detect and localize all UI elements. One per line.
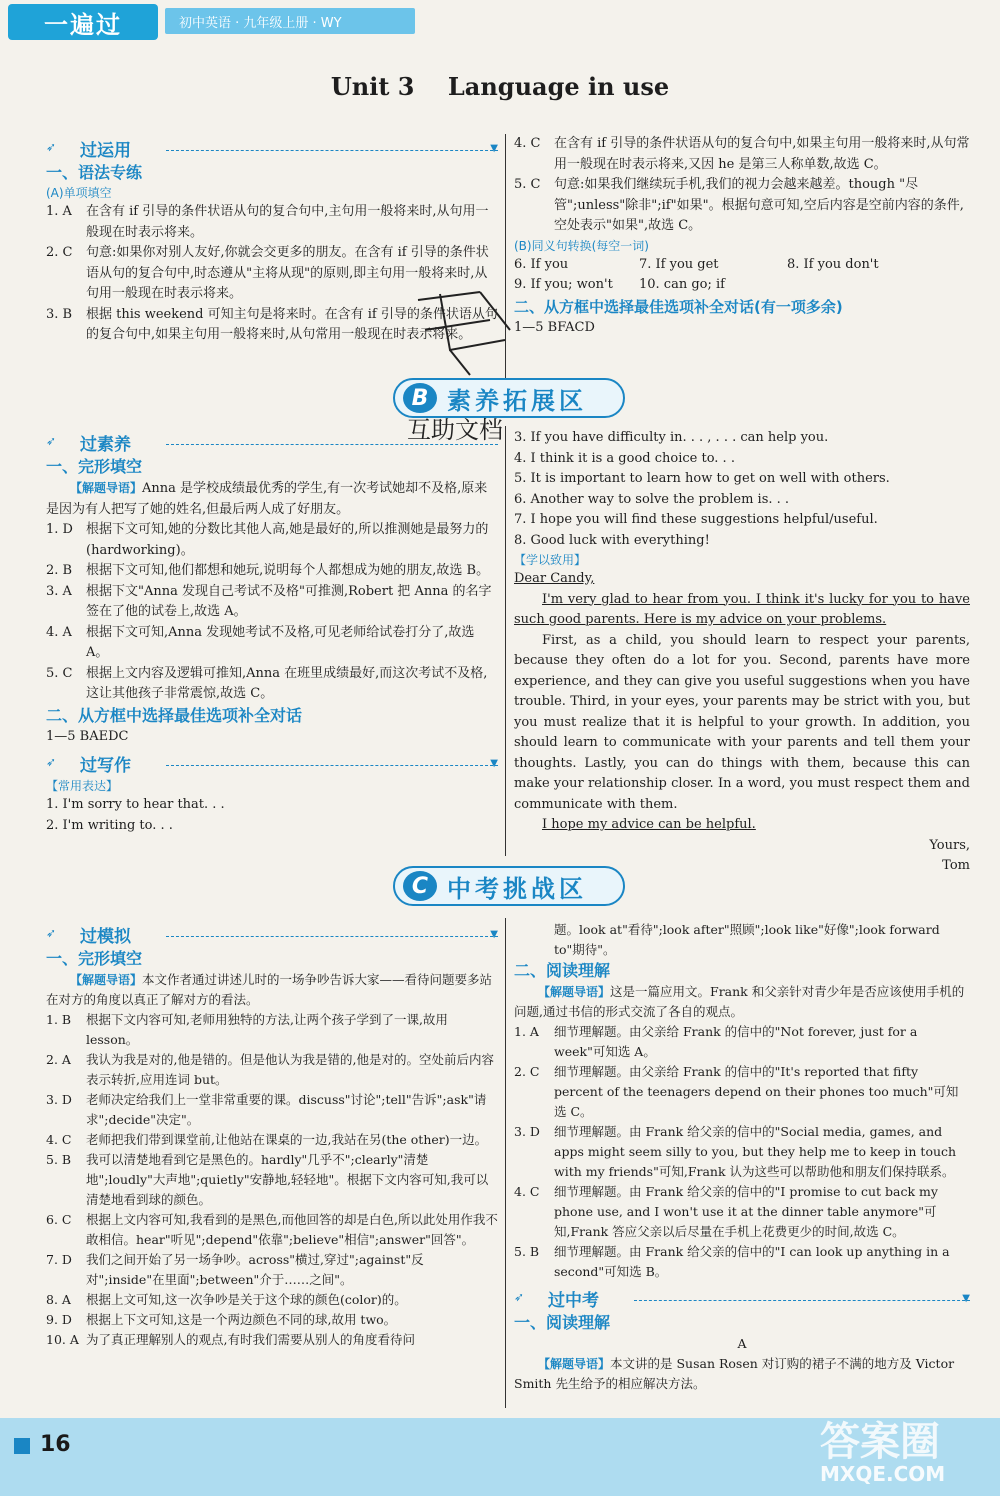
handwritten-scribble <box>410 290 520 380</box>
page-marker-icon <box>14 1438 30 1454</box>
expression-line: 6. Another way to solve the problem is. . . <box>514 491 790 507</box>
answer-item: 1. A 细节理解题。由父亲给 Frank 的信中的"Not forever, just for a week"可知选 A。 <box>514 1024 918 1059</box>
answer-item: 4. C 老师把我们带到课堂前,让他站在课桌的一边,我站在另(the other)一边。 <box>46 1132 488 1147</box>
letter-greeting: Dear Candy, <box>514 571 595 586</box>
answer-item: 5. C 根据上文内容及逻辑可推知,Anna 在班里成绩最好,而这次考试不及格,这让其他孩子非常震惊,故选 C。 <box>46 665 488 701</box>
tag-label: 【常用表达】 <box>46 779 119 793</box>
guide-paragraph: 【解题导语】这是一篇应用文。Frank 和父亲针对青少年是否应该使用手机的问题,通过书信的形式交流了各自的观点。 <box>514 984 965 1019</box>
banner-title: 中考挑战区 <box>447 874 587 903</box>
subheading: 一、语法专练 <box>46 163 143 182</box>
letter-closing: Yours, <box>929 837 970 853</box>
answer-row: 9. If you; won't 10. can go; if <box>514 277 725 292</box>
right-top-column <box>514 134 970 338</box>
left-mid-column <box>46 426 498 836</box>
page-title: Unit 3 Language in use <box>330 72 670 101</box>
section-icon: ➶ <box>46 140 57 154</box>
watermark-text: 互助文档 <box>407 416 503 444</box>
section-icon: ➶ <box>46 755 57 769</box>
expression-line: 8. Good luck with everything! <box>514 532 710 548</box>
column-divider <box>505 426 506 856</box>
chevron-down-icon: ▼ <box>962 1293 970 1304</box>
section-header-guosuyang: ➶ 过素养 <box>46 430 498 454</box>
expression-line: 4. I think it is a good choice to. . . <box>514 450 735 466</box>
expression-line: 7. I hope you will find these suggestions helpful/useful. <box>514 512 878 527</box>
answer-item: 4. C 在含有 if 引导的条件状语从句的复合句中,如果主句用一般将来时,从句常用一般现在时表示将来,又因 he 是第三人称单数,故选 C。 <box>514 136 970 172</box>
guide-paragraph: 【解题导语】本文讲的是 Susan Rosen 对订购的裙子不满的地方及 Victor Smith 先生给予的相应解决方法。 <box>514 1356 955 1391</box>
answer-item: 1. D 根据下文可知,她的分数比其他人高,她是最好的,所以推测她是最努力的(hardworking)。 <box>46 522 489 558</box>
answer-item: 2. A 我认为我是对的,他是错的。但是他认为我是错的,他是对的。空处前后内容表示转折,应用连词 but。 <box>46 1052 494 1087</box>
section-header-guoyunyong: ➶ 过运用 ▼ <box>46 140 498 161</box>
left-bottom-column <box>46 918 498 1350</box>
subheading: 一、完形填空 <box>46 457 143 476</box>
expression-line: 3. If you have difficulty in. . . , . . . can help you. <box>514 430 829 445</box>
answer-row: 6. If you 7. If you get 8. If you don't <box>514 256 879 272</box>
expression-line: 2. I'm writing to. . . <box>46 817 173 833</box>
answer-item: 3. A 根据下文"Anna 发现自己考试不及格"可推测,Robert 把 Anna 的名字签在了他的试卷上,故选 A。 <box>46 583 492 619</box>
banner-letter: B <box>403 383 437 413</box>
answer-item: 3. B 根据 this weekend 可知主句是将来时。在含有 if 引导的条件状语从句的复合句中,如果主句用一般将来时,从句常用一般现在时表示将来。 <box>46 306 498 342</box>
answer-item: 1. A 在含有 if 引导的条件状语从句的复合句中,主句用一般将来时,从句用一般现在时表示将来。 <box>46 204 489 240</box>
answer-item: 5. B 细节理解题。由 Frank 给父亲的信中的"I can look up anything in a second"可知选 B。 <box>514 1244 950 1279</box>
right-mid-column <box>514 428 970 877</box>
chevron-down-icon: ▼ <box>490 929 498 940</box>
guide-paragraph: 【解题导语】Anna 是学校成绩最优秀的学生,有一次考试她却不及格,原来是因为有人把写了她的姓名,但最后两人成了好朋友。 <box>46 481 488 517</box>
banner-title: 素养拓展区 <box>447 386 587 415</box>
answer-item: 2. C 细节理解题。由父亲给 Frank 的信中的"It's reported that fifty percent of the teenagers depend on their phones too much"可知选 C。 <box>514 1064 959 1119</box>
column-divider <box>505 918 506 1408</box>
answer-item: 3. D 细节理解题。由 Frank 给父亲的信中的"Social media, games, and apps might seem silly to you, but they help me to keep in touch with my friends"可知,Frank 认为这些可以帮助他和朋友们保持联系。 <box>514 1124 957 1179</box>
answer-line: 1—5 BAEDC <box>46 728 129 744</box>
page-number: 16 <box>40 1432 71 1457</box>
section-header-guomoni: ➶ 过模拟 ▼ <box>46 926 498 947</box>
section-header-guoxiezuo: ➶ 过写作 ▼ <box>46 755 498 776</box>
answer-item: 3. D 老师决定给我们上一堂非常重要的课。discuss"讨论";tell"告诉";ask"请求";decide"决定"。 <box>46 1092 487 1127</box>
subheading: 一、完形填空 <box>46 949 143 968</box>
top-bar <box>0 0 1000 48</box>
answer-item: 8. A 根据上文可知,这一次争吵是关于这个球的颜色(color)的。 <box>46 1292 407 1307</box>
letter-paragraph: First, as a child, you should learn to respect your parents, because they often do a lot for you. Second, parents have more experience, and they can give you useful suggestions when you have trouble. Third, in your eyes, your parents may be strict with you, but you must realize that it is helpful to your growth. In addition, you should learn to communicate with your parents and tell them your thoughts. Lastly, you can do things with them, because this can make your relationship closer. In a word, you must respect them and communicate with them. <box>514 632 970 812</box>
answer-continuation: 题。look at"看待";look after"照顾";look like"好像";look forward to"期待"。 <box>554 922 940 957</box>
section-icon: ➶ <box>46 926 57 940</box>
answer-item: 5. C 句意:如果我们继续玩手机,我们的视力会越来越差。though "尽管";unless"除非";if"如果"。根据句意可知,空后内容是空前内容的条件,空处表示"如果",故选 C。 <box>514 177 964 233</box>
watermark-url: MXQE.COM <box>820 1462 946 1486</box>
section-icon: ➶ <box>514 1290 525 1304</box>
answer-line: 1—5 BFACD <box>514 319 595 335</box>
subheading: 二、阅读理解 <box>514 961 611 980</box>
answer-item: 4. A 根据下文可知,Anna 发现她考试不及格,可见老师给试卷打分了,故选 A。 <box>46 624 475 660</box>
subheading: 二、从方框中选择最佳选项补全对话 <box>46 705 303 725</box>
passage-letter: A <box>737 1336 747 1351</box>
answer-item: 2. C 句意:如果你对别人友好,你就会交更多的朋友。在含有 if 引导的条件状语从句的复合句中,时态遵从"主将从现"的原则,即主句用一般将来时,从句用一般现在时表示将来。 <box>46 245 489 301</box>
chevron-down-icon: ▼ <box>490 758 498 769</box>
letter-paragraph: I hope my advice can be helpful. <box>542 817 756 832</box>
section-header-guozhongkao: ➶ 过中考 ▼ <box>514 1290 970 1311</box>
book-logo: 一遍过 <box>8 4 158 40</box>
letter-paragraph: I'm very glad to hear from you. I think it's lucky for you to have such good parents. Here is my advice on your problems. <box>514 591 970 627</box>
book-subtitle: 初中英语 · 九年级上册 · WY <box>165 8 415 34</box>
answer-item: 4. C 细节理解题。由 Frank 给父亲的信中的"I promise to cut back my phone use, and I won't use it at the dinner table anymore"可知,Frank 答应父亲以后尽量在手机上花费更少的时间,故选 C。 <box>514 1184 938 1239</box>
banner-letter: C <box>403 871 437 901</box>
answer-item: 1. B 根据下文内容可知,老师用独特的方法,让两个孩子学到了一课,故用 lesson。 <box>46 1012 448 1047</box>
chevron-down-icon: ▼ <box>490 143 498 154</box>
subheading: 一、阅读理解 <box>514 1313 611 1332</box>
tag-label: (B)同义句转换(每空一词) <box>514 238 649 253</box>
answer-item: 9. D 根据上下文可知,这是一个两边颜色不同的球,故用 two。 <box>46 1312 397 1327</box>
expression-line: 1. I'm sorry to hear that. . . <box>46 797 225 812</box>
section-banner-c <box>393 866 625 906</box>
letter-signature: Tom <box>942 858 970 873</box>
subheading: 二、从方框中选择最佳选项补全对话(有一项多余) <box>514 297 843 316</box>
expression-line: 5. It is important to learn how to get on well with others. <box>514 471 890 486</box>
tag-label: 【学以致用】 <box>514 553 587 567</box>
answer-item: 5. B 我可以清楚地看到它是黑色的。hardly"几乎不";clearly"清楚地";loudly"大声地";quietly"安静地,轻轻地"。根据下文内容可知,我可以清楚地看到球的颜色。 <box>46 1152 489 1207</box>
tag-label: (A)单项填空 <box>46 186 112 200</box>
answer-item: 10. A 为了真正理解别人的观点,有时我们需要从别人的角度看待问 <box>46 1332 415 1347</box>
answer-item: 7. D 我们之间开始了另一场争吵。across"横过,穿过";against"反对";inside"在里面";between"介于……之间"。 <box>46 1252 424 1287</box>
guide-paragraph: 【解题导语】本文作者通过讲述儿时的一场争吵告诉大家——看待问题要多站在对方的角度以真正了解对方的看法。 <box>46 972 493 1007</box>
answer-item: 6. C 根据上文内容可知,我看到的是黑色,而他回答的却是白色,所以此处用作我不敢相信。hear"听见";depend"依靠";believe"相信";answer"回答"。 <box>46 1212 498 1247</box>
watermark-logo: 答案圈 <box>820 1419 940 1465</box>
answer-item: 2. B 根据下文可知,他们都想和她玩,说明每个人都想成为她的朋友,故选 B。 <box>46 563 490 578</box>
section-icon: ➶ <box>46 434 57 448</box>
right-bottom-column <box>514 920 970 1394</box>
